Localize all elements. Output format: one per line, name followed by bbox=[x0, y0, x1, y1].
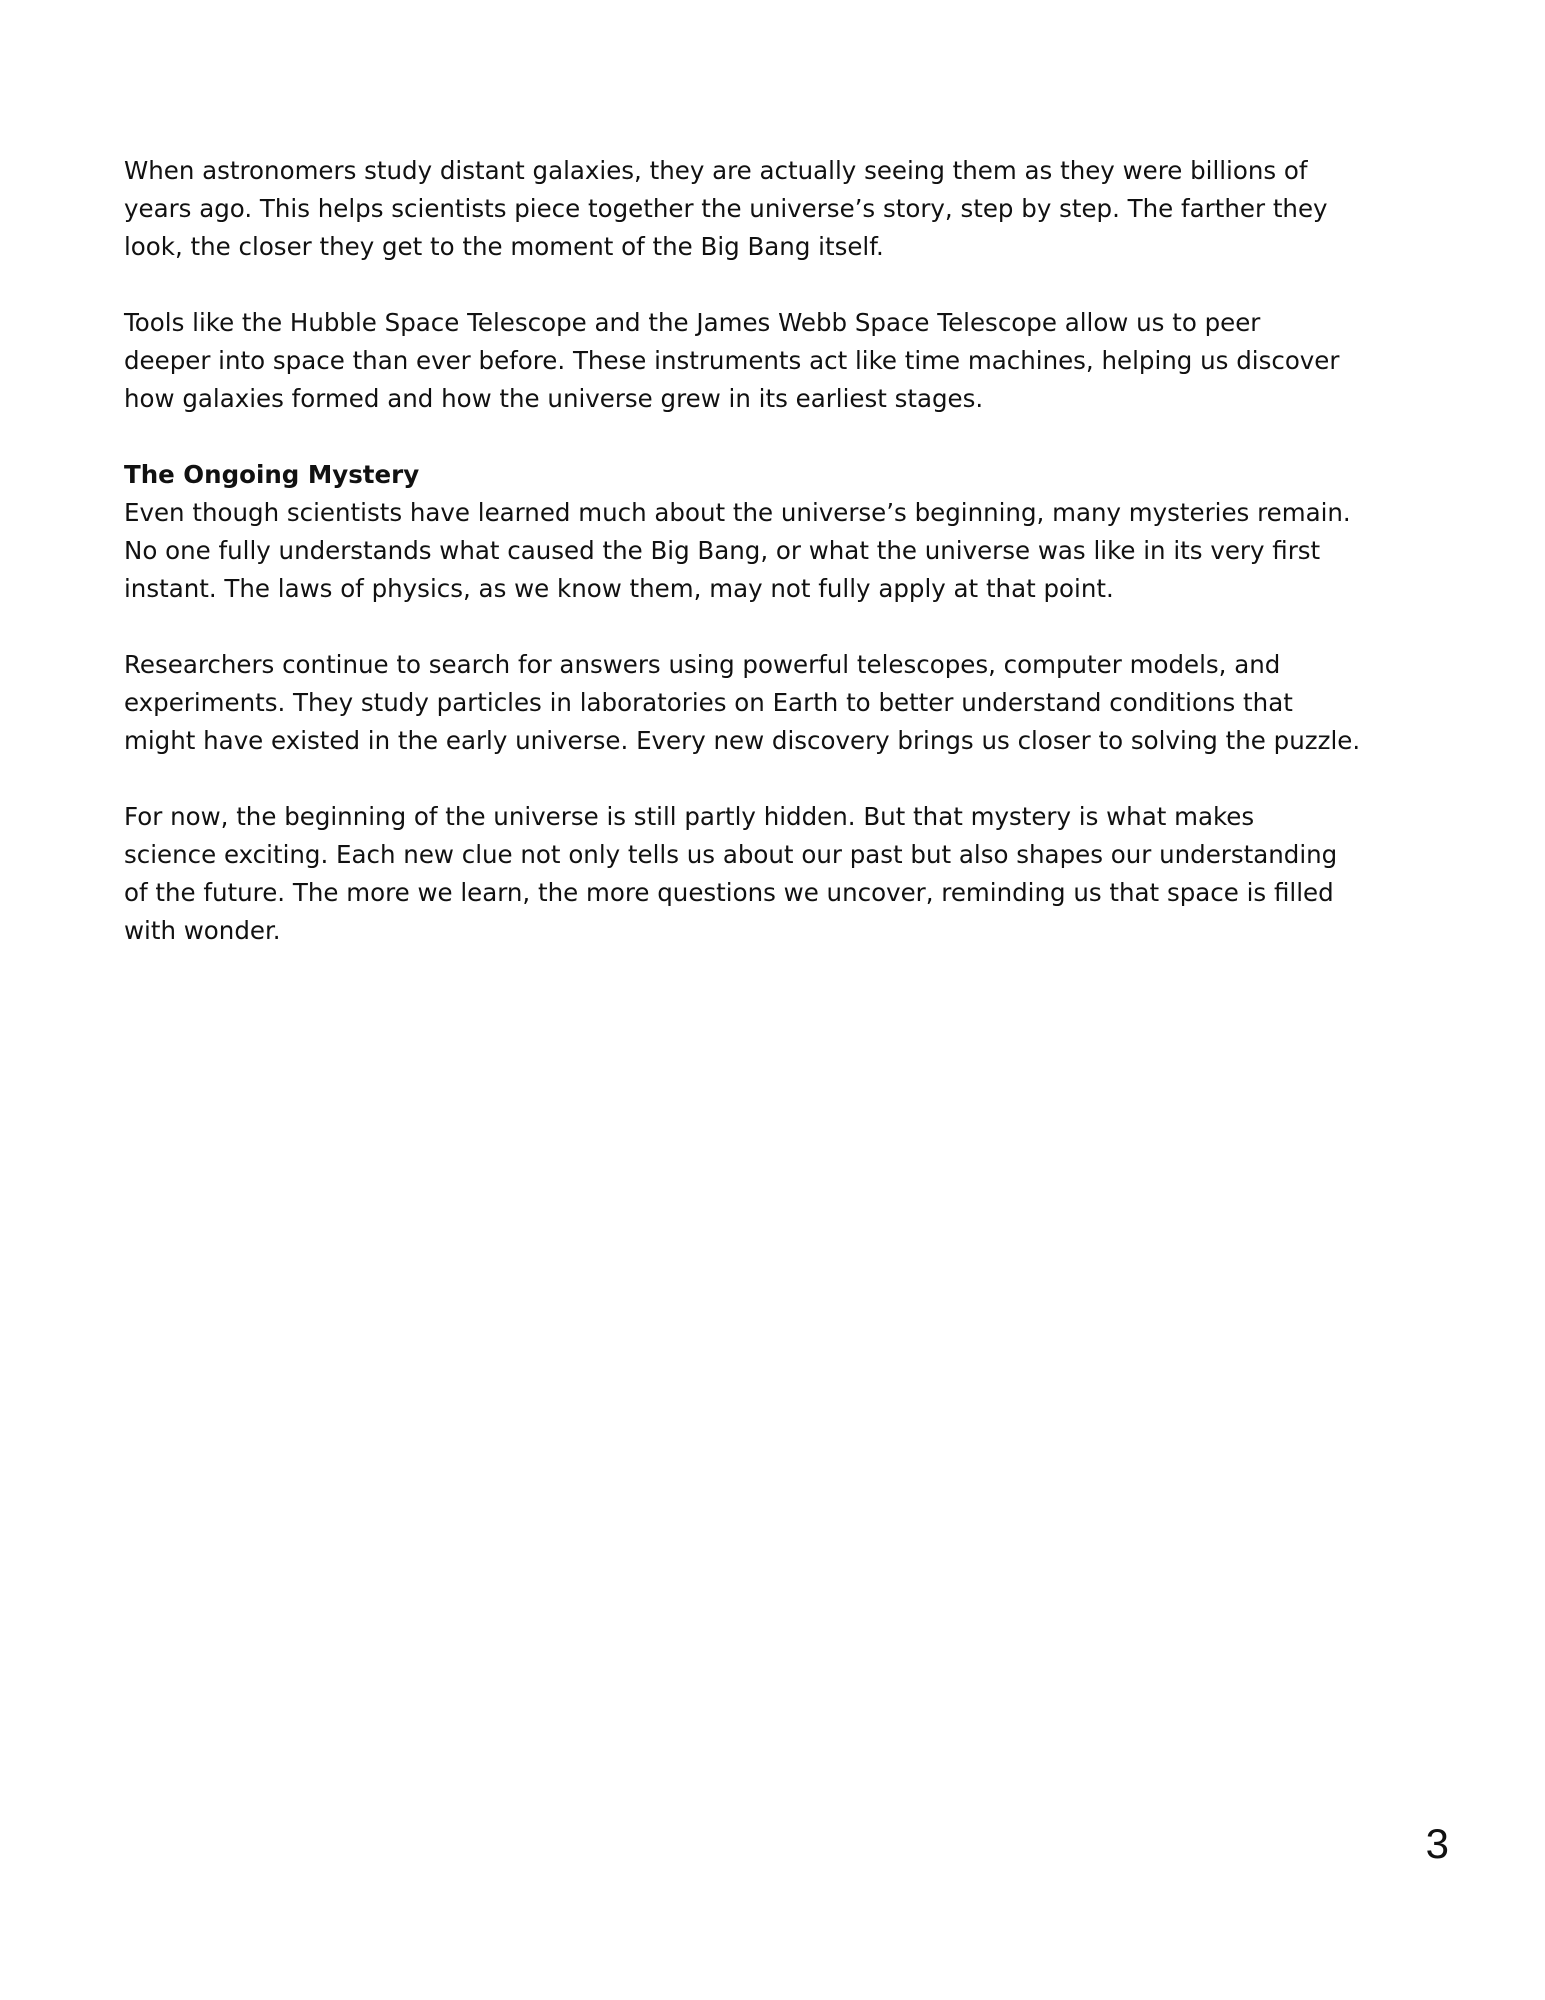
section-paragraph-1: Even though scientists have learned much about the universe’s beginning, many mysteries remain. No one fully understands what caused the Big Bang, or what the universe was like in its very first instant. The laws of physics, as we know them, may not fully apply at that point. bbox=[124, 498, 1351, 603]
section-heading: The Ongoing Mystery bbox=[124, 460, 420, 489]
page-number: 3 bbox=[1425, 1820, 1449, 1867]
section-ongoing-mystery bbox=[124, 456, 1396, 950]
section-paragraph-2: Researchers continue to search for answers using powerful telescopes, computer models, and experiments. They study particles in laboratories on Earth to better understand conditions that might have existed in the early universe. Every new discovery brings us closer to solving the puzzle. bbox=[124, 650, 1361, 755]
intro-paragraph-2: Tools like the Hubble Space Telescope and the James Webb Space Telescope allow us to peer deeper into space than ever before. These instruments act like time machines, helping us discover how galaxies formed and how the universe grew in its earliest stages. bbox=[124, 308, 1340, 413]
page-content bbox=[124, 152, 1396, 988]
section-paragraph-3: For now, the beginning of the universe is still partly hidden. But that mystery is what makes science exciting. Each new clue not only tells us about our past but also shapes our understanding of the future. The more we learn, the more questions we uncover, reminding us that space is filled with wonder. bbox=[124, 802, 1338, 945]
intro-paragraph-1: When astronomers study distant galaxies, they are actually seeing them as they were billions of years ago. This helps scientists piece together the universe’s story, step by step. The farther they look, the closer they get to the moment of the Big Bang itself. bbox=[124, 156, 1328, 261]
